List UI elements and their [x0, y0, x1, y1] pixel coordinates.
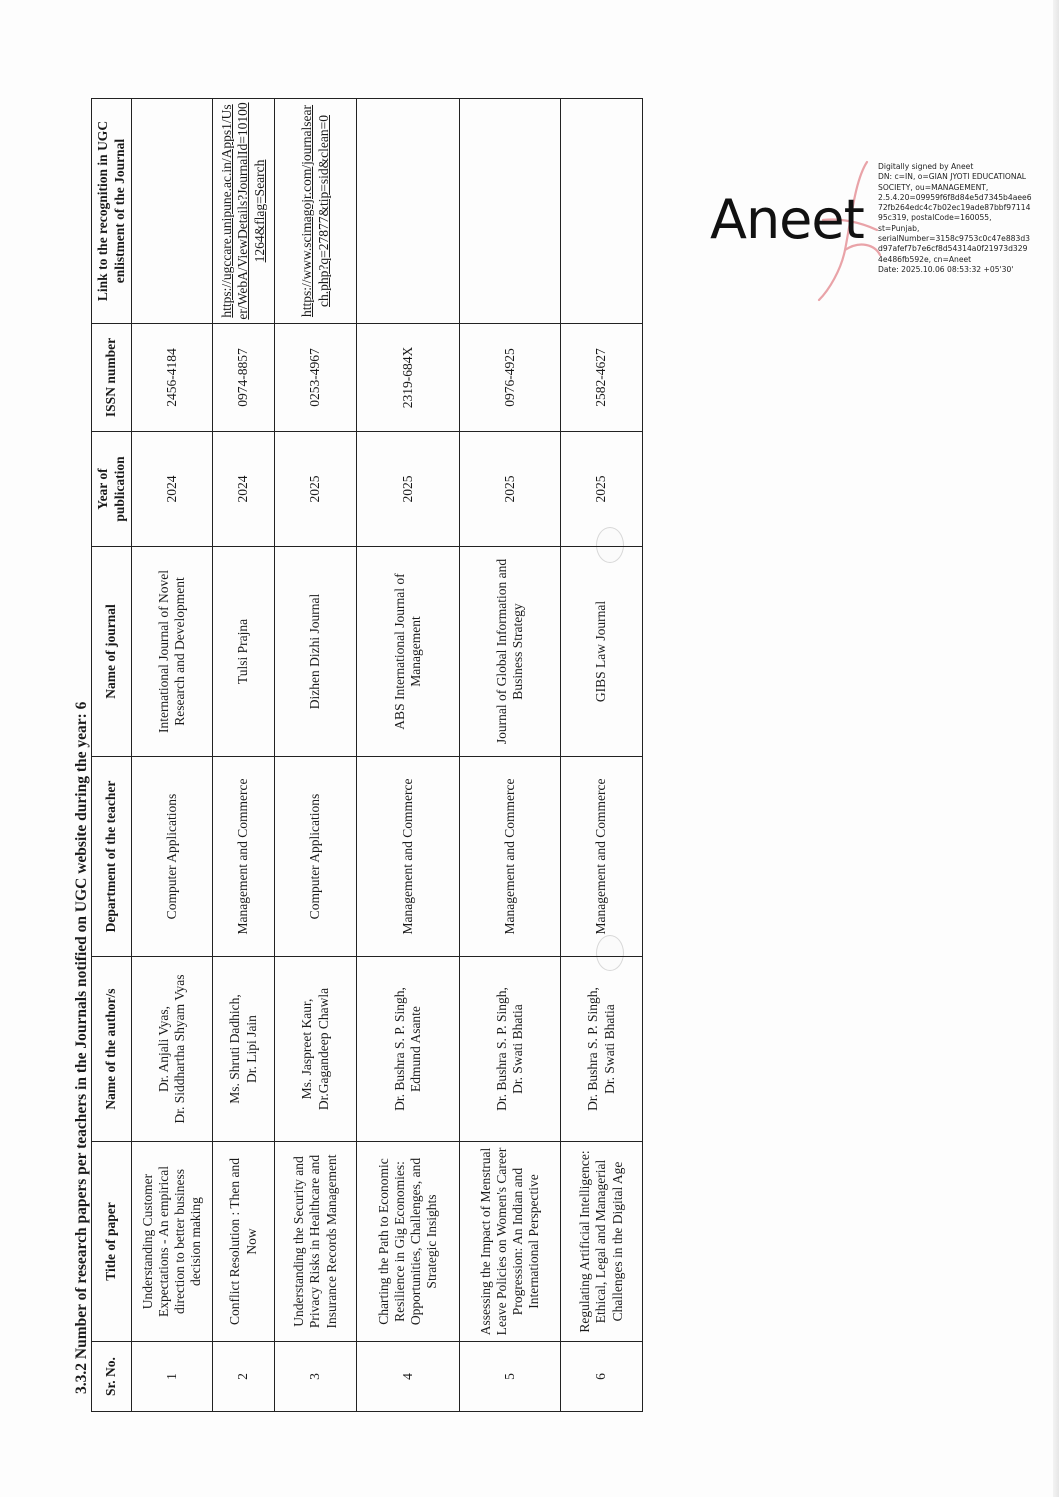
signature-line: SOCIETY, ou=MANAGEMENT, [878, 182, 989, 192]
header-issn: ISSN number [92, 324, 132, 432]
signature-line: st=Punjab, [878, 223, 920, 233]
cell-department: Computer Applications [132, 757, 213, 957]
table-row [357, 99, 460, 1412]
cell-sr-no: 1 [132, 1342, 213, 1412]
signature-details [878, 162, 1058, 275]
header-year: Year of publication [92, 432, 132, 547]
table-row [132, 99, 213, 1412]
cell-issn: 0974-8857 [213, 324, 275, 432]
table-row [213, 99, 275, 1412]
cell-sr-no: 6 [561, 1342, 643, 1412]
digital-signature[interactable] [710, 160, 1055, 310]
cell-department: Management and Commerce [213, 757, 275, 957]
document-title: 3.3.2 Number of research papers per teachers in the Journals notified on UGC website during the year: 6 [73, 701, 90, 1394]
signature-line: 72fb264edc4c7b02ec19ade87bbf97114 [878, 203, 1031, 213]
signature-line: serialNumber=3158c9753c0c47e883d3 [878, 234, 1030, 244]
cell-authors: Ms. Jaspreet Kaur, Dr.Gagandeep Chawla [275, 957, 357, 1142]
cell-department: Management and Commerce [357, 757, 460, 957]
signature-line: Date: 2025.10.06 08:53:32 +05'30' [878, 264, 1014, 274]
cell-sr-no: 4 [357, 1342, 460, 1412]
table-row [275, 99, 357, 1412]
signature-line: 4e486fb592e, cn=Aneet [878, 254, 972, 264]
cell-title: Assessing the Impact of Menstrual Leave Policies on Women's Career Progression: An Indian and International Perspective [460, 1142, 561, 1342]
rotated-table-sheet [73, 96, 648, 1412]
cell-authors: Dr. Bushra S. P. Singh, Edmund Asante [357, 957, 460, 1142]
cell-year: 2025 [460, 432, 561, 547]
table-row [460, 99, 561, 1412]
cell-title: Conflict Resolution : Then and Now [213, 1142, 275, 1342]
cell-department: Computer Applications [275, 757, 357, 957]
cell-journal: GIBS Law Journal [561, 547, 643, 757]
header-department: Department of the teacher [92, 757, 132, 957]
cell-sr-no: 3 [275, 1342, 357, 1412]
signature-line: DN: c=IN, o=GIAN JYOTI EDUCATIONAL [878, 172, 1027, 182]
cell-authors: Dr. Bushra S. P. Singh, Dr. Swati Bhatia [460, 957, 561, 1142]
cell-year: 2025 [357, 432, 460, 547]
cell-journal: Dizhen Dizhi Journal [275, 547, 357, 757]
header-sr-no: Sr. No. [92, 1342, 132, 1412]
cell-link [357, 99, 460, 324]
cell-year: 2025 [275, 432, 357, 547]
signature-line: 95c319, postalCode=160055, [878, 213, 992, 223]
cell-title: Understanding the Security and Privacy Risks in Healthcare and Insurance Records Management [275, 1142, 357, 1342]
cell-issn: 2582-4627 [561, 324, 643, 432]
cell-authors: Dr. Anjali Vyas, Dr. Siddhartha Shyam Vyas [132, 957, 213, 1142]
cell-link [213, 99, 275, 324]
signature-line: d97afef7b7e6cf8d54314a0f21973d329 [878, 244, 1028, 254]
cell-department: Management and Commerce [561, 757, 643, 957]
cell-authors: Ms. Shruti Dadhich, Dr. Lipi Jain [213, 957, 275, 1142]
table-row [561, 99, 643, 1412]
cell-issn: 0253-4967 [275, 324, 357, 432]
cell-year: 2025 [561, 432, 643, 547]
research-papers-table [91, 98, 643, 1412]
cell-issn: 2456-4184 [132, 324, 213, 432]
cell-sr-no: 2 [213, 1342, 275, 1412]
cell-link [275, 99, 357, 324]
cell-year: 2024 [213, 432, 275, 547]
header-authors: Name of the author/s [92, 957, 132, 1142]
cell-sr-no: 5 [460, 1342, 561, 1412]
cell-issn: 2319-684X [357, 324, 460, 432]
ugc-link[interactable]: https://ugccare.unipune.ac.in/Apps1/User/WebA/ViewDetails?JournalId=101001264&flag=Search [219, 102, 267, 320]
table-header-row [92, 99, 132, 1412]
cell-year: 2024 [132, 432, 213, 547]
cell-journal: Tulsi Prajna [213, 547, 275, 757]
cell-journal: ABS International Journal of Management [357, 547, 460, 757]
header-title: Title of paper [92, 1142, 132, 1342]
signature-line: 2.5.4.20=09959f6f8d84e5d7345b4aee6 [878, 192, 1032, 202]
cell-link [460, 99, 561, 324]
cell-journal: Journal of Global Information and Business Strategy [460, 547, 561, 757]
signature-line: Digitally signed by Aneet [878, 162, 974, 171]
cell-authors: Dr. Bushra S. P. Singh, Dr. Swati Bhatia [561, 957, 643, 1142]
header-link: Link to the recognition in UGC enlistment of the Journal [92, 99, 132, 324]
cell-journal: International Journal of Novel Research and Development [132, 547, 213, 757]
cell-title: Charting the Path to Economic Resilience in Gig Economies: Opportunities, Challenges, and Strategic Insights [357, 1142, 460, 1342]
cell-link [561, 99, 643, 324]
cell-title: Understanding Customer Expectations - An empirical direction to better business decision making [132, 1142, 213, 1342]
header-journal: Name of journal [92, 547, 132, 757]
cell-issn: 0976-4925 [460, 324, 561, 432]
ugc-link[interactable]: https://www.scimagojr.com/journalsearch.php?q=27877&tip=sid&clean=0 [299, 104, 331, 318]
cell-department: Management and Commerce [460, 757, 561, 957]
signer-name: Aneet [710, 188, 864, 251]
cell-link [132, 99, 213, 324]
cell-title: Regulating Artificial Intelligence: Ethical, Legal and Managerial Challenges in the Digital Age [561, 1142, 643, 1342]
